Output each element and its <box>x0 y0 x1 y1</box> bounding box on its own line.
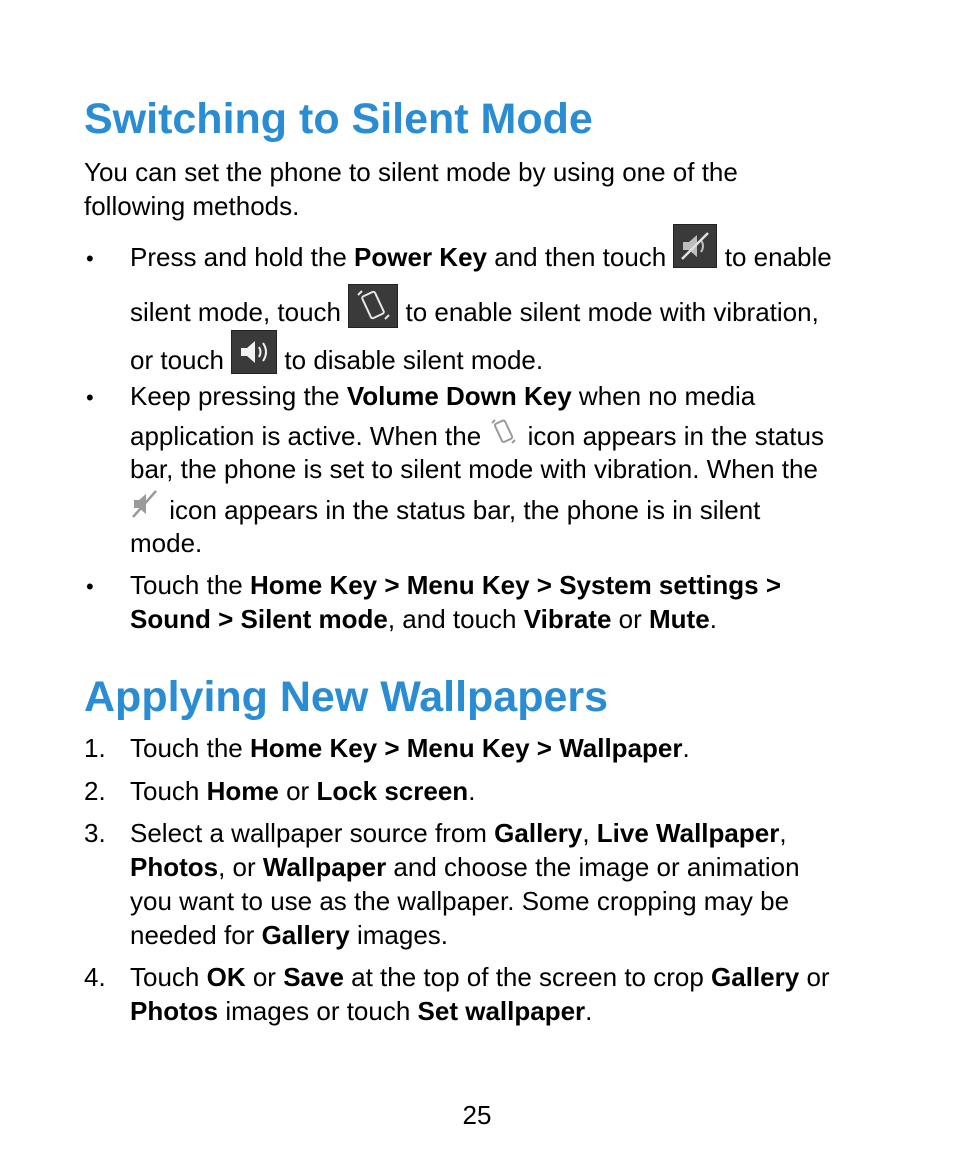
speaker-on-icon <box>231 330 277 374</box>
page-number: 25 <box>462 1100 492 1130</box>
step-number: 1. <box>84 733 106 763</box>
vibrate-icon <box>348 284 398 328</box>
intro-line-1: You can set the phone to silent mode by using one of the <box>84 157 738 187</box>
section-title-silent-mode: Switching to Silent Mode <box>84 95 593 143</box>
step-number: 3. <box>84 818 106 848</box>
intro-line-2: following methods. <box>84 191 300 221</box>
bullet-marker: • <box>86 385 94 410</box>
step-number: 2. <box>84 776 106 806</box>
section-title-wallpapers: Applying New Wallpapers <box>84 673 609 721</box>
bullet-marker: • <box>86 574 94 599</box>
bullet-marker: • <box>86 246 94 271</box>
step-number: 4. <box>84 962 106 992</box>
intro-paragraph <box>84 155 904 223</box>
status-muted-icon <box>128 487 162 521</box>
status-vibrate-icon <box>488 415 520 449</box>
speaker-muted-icon <box>673 224 717 268</box>
